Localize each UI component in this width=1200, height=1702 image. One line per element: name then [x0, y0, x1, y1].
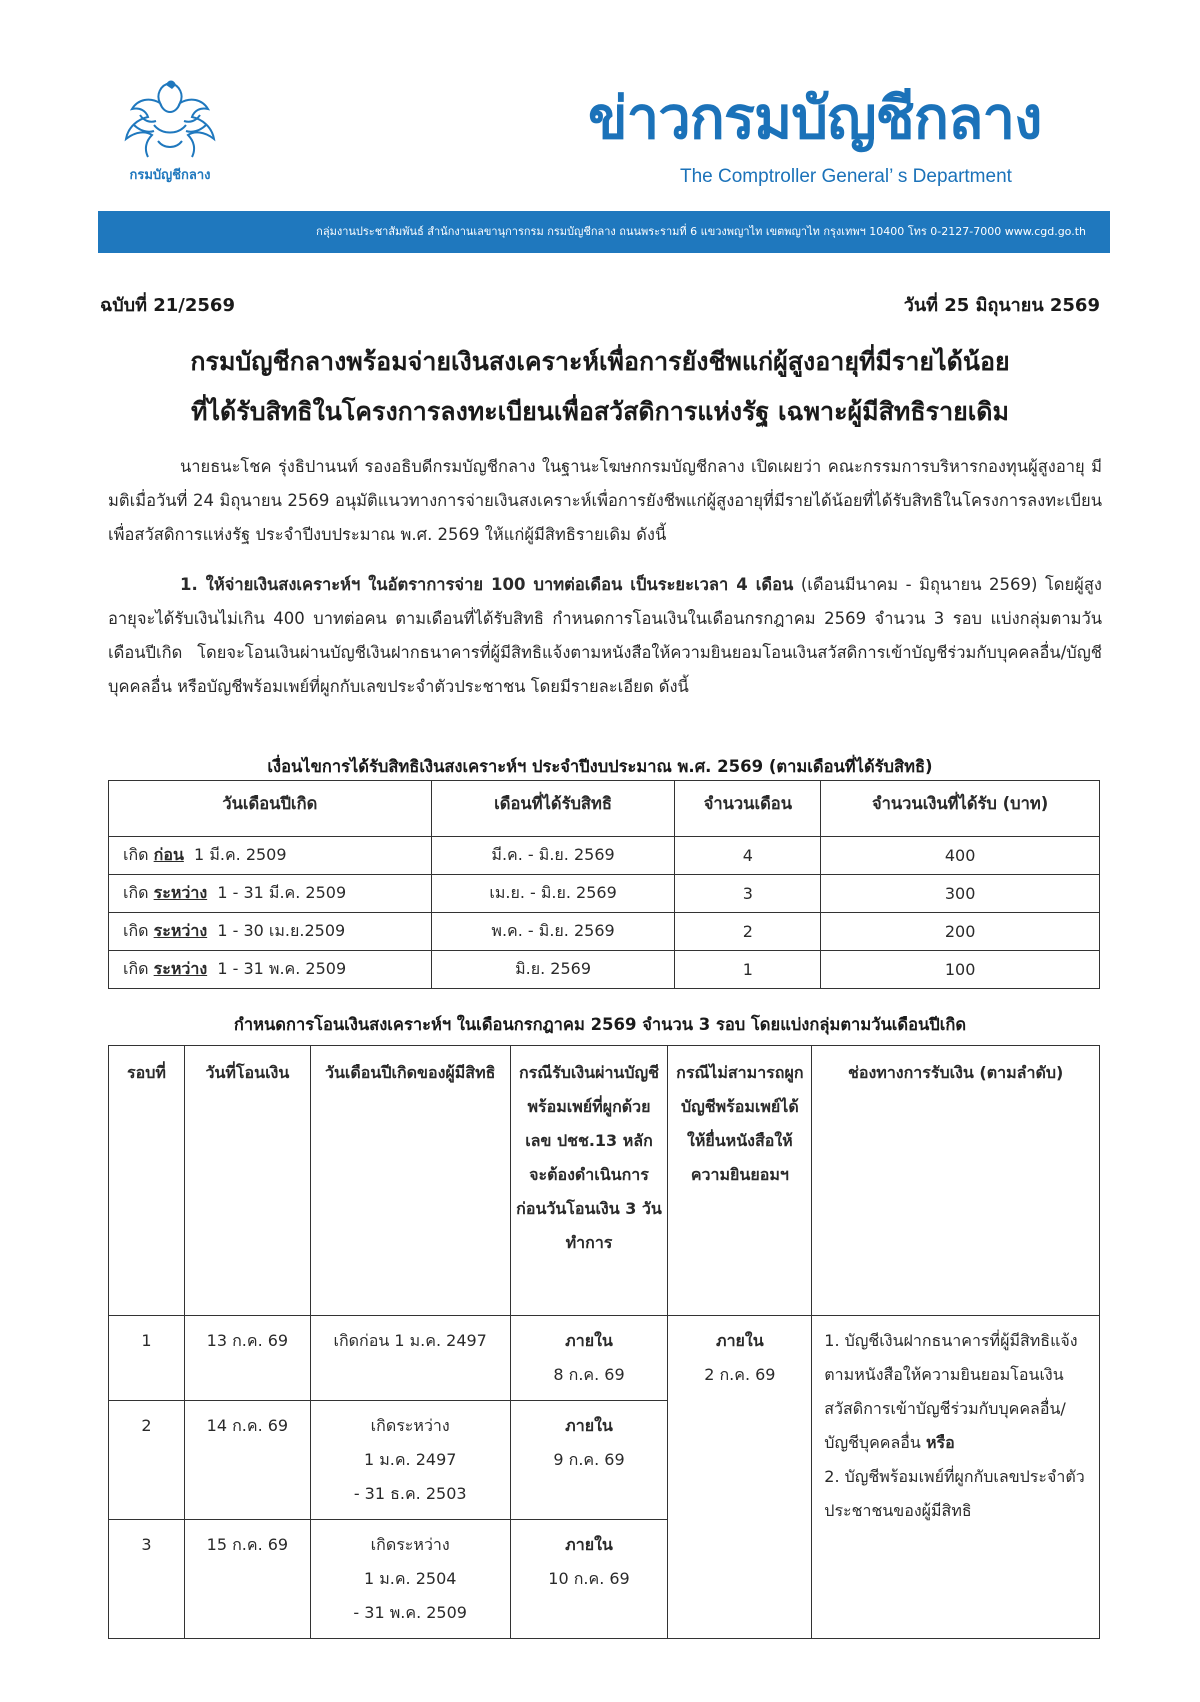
- issue-number: ฉบับที่ 21/2569: [100, 295, 235, 316]
- birth-line: เกิดก่อน 1 ม.ค. 2497: [333, 1331, 487, 1350]
- table-1-caption: เงื่อนไขการได้รับสิทธิเงินสงเคราะห์ฯ ประจำปีงบประมาณ พ.ศ. 2569 (ตามเดือนที่ได้รับสิทธิ): [267, 757, 933, 776]
- birth-line: - 31 พ.ค. 2509: [353, 1603, 467, 1622]
- months-cell: พ.ค. - มิ.ย. 2569: [431, 913, 675, 951]
- birth-date-cell: [109, 951, 432, 989]
- header-channel: ช่องทางการรับเงิน (ตามลำดับ): [812, 1046, 1100, 1316]
- months-cell: เม.ย. - มิ.ย. 2569: [431, 875, 675, 913]
- birth-prefix: เกิด: [123, 845, 149, 864]
- birth-date: 1 มี.ค. 2509: [194, 845, 287, 864]
- amount-cell: 100: [821, 951, 1100, 989]
- months-cell: มี.ค. - มิ.ย. 2569: [431, 837, 675, 875]
- birth-date: 1 - 31 มี.ค. 2509: [217, 883, 347, 902]
- table-row: [109, 1316, 1100, 1401]
- issue-date: วันที่ 25 มิถุนายน 2569: [903, 295, 1100, 316]
- count-cell: 4: [675, 837, 821, 875]
- deadline-date: 9 ก.ค. 69: [553, 1450, 625, 1469]
- round-cell: 1: [109, 1316, 185, 1401]
- count-cell: 3: [675, 875, 821, 913]
- deadline-label: ภายใน: [565, 1535, 613, 1554]
- deadline-date: 8 ก.ค. 69: [553, 1365, 625, 1384]
- header-birth-date: วันเดือนปีเกิด: [109, 781, 432, 837]
- birth-prefix: เกิด: [123, 921, 149, 940]
- paragraph-2-text: (เดือนมีนาคม - มิถุนายน 2569) โดยผู้สูงอายุจะได้รับเงินไม่เกิน 400 บาทต่อคน ตามเดือนที่ได้รับสิทธิ กำหนดการโอนเงินในเดือนกรกฎาคม 2569 จำนวน 3 รอบ แบ่งกลุ่มตามวันเดือนปีเกิด โดยจะโอนเงินผ่านบัญชีเงินฝากธนาคารที่ผู้มีสิทธิแจ้งตามหนังสือให้ความยินยอมโอนเงินสวัสดิการเข้าบัญชีร่วมกับบุคคลอื่น/บัญชีบุคคลอื่น หรือบัญชีพร้อมเพย์ที่ผูกกับเลขประจำตัวประชาชน โดยมีรายละเอียด ดังนี้: [108, 575, 1102, 696]
- table-header-row: [109, 1046, 1100, 1316]
- birth-cell: [310, 1316, 510, 1401]
- birth-prefix: เกิด: [123, 959, 149, 978]
- amount-cell: 200: [821, 913, 1100, 951]
- birth-line: 1 ม.ค. 2497: [363, 1450, 457, 1469]
- header-transfer-date: วันที่โอนเงิน: [184, 1046, 310, 1316]
- promptpay-cell: [510, 1316, 668, 1401]
- header-eligible-months: เดือนที่ได้รับสิทธิ: [431, 781, 675, 837]
- header-promptpay: กรณีรับเงินผ่านบัญชีพร้อมเพย์ที่ผูกด้วยเลข ปชช.13 หลัก จะต้องดำเนินการก่อนวันโอนเงิน 3 วันทำการ: [510, 1046, 668, 1316]
- birth-condition: ก่อน: [153, 845, 184, 864]
- promptpay-cell: [510, 1401, 668, 1520]
- svg-text:กรมบัญชีกลาง: กรมบัญชีกลาง: [129, 168, 211, 183]
- table-row: [109, 951, 1100, 989]
- birth-prefix: เกิด: [123, 883, 149, 902]
- deadline-label: ภายใน: [565, 1416, 613, 1435]
- birth-line: 1 ม.ค. 2504: [363, 1569, 457, 1588]
- no-promptpay-cell: [668, 1316, 812, 1639]
- birth-date: 1 - 30 เม.ย.2509: [217, 921, 346, 940]
- transfer-date-cell: 13 ก.ค. 69: [184, 1316, 310, 1401]
- table-row: [109, 837, 1100, 875]
- birth-cell: [310, 1520, 510, 1639]
- birth-date-cell: [109, 837, 432, 875]
- count-cell: 1: [675, 951, 821, 989]
- amount-cell: 300: [821, 875, 1100, 913]
- birth-condition: ระหว่าง: [153, 921, 208, 940]
- body-paragraph-1: นายธนะโชค รุ่งธิปานนท์ รองอธิบดีกรมบัญชีกลาง ในฐานะโฆษกกรมบัญชีกลาง เปิดเผยว่า คณะกรรมการบริหารกองทุนผู้สูงอายุ มีมติเมื่อวันที่ 24 มิถุนายน 2569 อนุมัติแนวทางการจ่ายเงินสงเคราะห์เพื่อการยังชีพแก่ผู้สูงอายุที่มีรายได้น้อยที่ได้รับสิทธิในโครงการลงทะเบียนเพื่อสวัสดิการแห่งรัฐ ประจำปีงบประมาณ พ.ศ. 2569 ให้แก่ผู้มีสิทธิรายเดิม ดังนี้: [108, 457, 1102, 544]
- garuda-emblem-logo: [110, 75, 230, 185]
- brand-thai-title: ข่าวกรมบัญชีกลาง: [588, 84, 1042, 152]
- round-cell: 3: [109, 1520, 185, 1639]
- count-cell: 2: [675, 913, 821, 951]
- header-birth: วันเดือนปีเกิดของผู้มีสิทธิ: [310, 1046, 510, 1316]
- contact-info: กลุ่มงานประชาสัมพันธ์ สำนักงานเลขานุการกรม กรมบัญชีกลาง ถนนพระรามที่ 6 แขวงพญาไท เขตพญาไท กรุงเทพฯ 10400 โทร 0-2127-7000 www.cgd.go.th: [316, 225, 1086, 238]
- round-cell: 2: [109, 1401, 185, 1520]
- promptpay-cell: [510, 1520, 668, 1639]
- deadline-label: ภายใน: [565, 1331, 613, 1350]
- channel-1: [824, 1324, 1093, 1460]
- header-round: รอบที่: [109, 1046, 185, 1316]
- transfer-date-cell: 15 ก.ค. 69: [184, 1520, 310, 1639]
- eligibility-table: [108, 780, 1100, 989]
- transfer-schedule-table: [108, 1045, 1100, 1639]
- header-contact-band: [98, 211, 1110, 253]
- birth-line: - 31 ธ.ค. 2503: [353, 1484, 467, 1503]
- deadline-date: 10 ก.ค. 69: [548, 1569, 630, 1588]
- table-header-row: [109, 781, 1100, 837]
- months-cell: มิ.ย. 2569: [431, 951, 675, 989]
- birth-line: เกิดระหว่าง: [370, 1535, 450, 1554]
- headline-line-1: กรมบัญชีกลางพร้อมจ่ายเงินสงเคราะห์เพื่อการยังชีพแก่ผู้สูงอายุที่มีรายได้น้อย: [190, 347, 1010, 376]
- table-row: [109, 913, 1100, 951]
- body-paragraph-2: [108, 568, 1102, 704]
- header-month-count: จำนวนเดือน: [675, 781, 821, 837]
- brand-english-title: The Comptroller General’ s Department: [680, 166, 1012, 187]
- birth-date-cell: [109, 875, 432, 913]
- transfer-date-cell: 14 ก.ค. 69: [184, 1401, 310, 1520]
- birth-condition: ระหว่าง: [153, 883, 208, 902]
- deadline-date: 2 ก.ค. 69: [704, 1365, 776, 1384]
- birth-date: 1 - 31 พ.ค. 2509: [217, 959, 347, 978]
- amount-cell: 400: [821, 837, 1100, 875]
- table-2-caption: กำหนดการโอนเงินสงเคราะห์ฯ ในเดือนกรกฎาคม 2569 จำนวน 3 รอบ โดยแบ่งกลุ่มตามวันเดือนปีเกิด: [233, 1015, 967, 1034]
- table-row: [109, 875, 1100, 913]
- birth-line: เกิดระหว่าง: [370, 1416, 450, 1435]
- headline-line-2: ที่ได้รับสิทธิในโครงการลงทะเบียนเพื่อสวัสดิการแห่งรัฐ เฉพาะผู้มีสิทธิรายเดิม: [190, 397, 1010, 426]
- channel-1-text: 1. บัญชีเงินฝากธนาคารที่ผู้มีสิทธิแจ้งตามหนังสือให้ความยินยอมโอนเงินสวัสดิการเข้าบัญชีร่วมกับบุคคลอื่น/บัญชีบุคคลอื่น: [824, 1331, 1078, 1452]
- header-amount: จำนวนเงินที่ได้รับ (บาท): [821, 781, 1100, 837]
- channel-or: หรือ: [925, 1433, 955, 1452]
- paragraph-2-bold: 1. ให้จ่ายเงินสงเคราะห์ฯ ในอัตราการจ่าย 100 บาทต่อเดือน เป็นระยะเวลา 4 เดือน: [180, 575, 794, 594]
- channel-cell: [812, 1316, 1100, 1639]
- channel-2: 2. บัญชีพร้อมเพย์ที่ผูกกับเลขประจำตัวประชาชนของผู้มีสิทธิ: [824, 1467, 1085, 1520]
- birth-cell: [310, 1401, 510, 1520]
- birth-date-cell: [109, 913, 432, 951]
- brand-block: [588, 78, 1108, 198]
- header-no-promptpay: กรณีไม่สามารถผูกบัญชีพร้อมเพย์ได้ ให้ยื่นหนังสือให้ความยินยอมฯ: [668, 1046, 812, 1316]
- deadline-label: ภายใน: [716, 1331, 764, 1350]
- birth-condition: ระหว่าง: [153, 959, 208, 978]
